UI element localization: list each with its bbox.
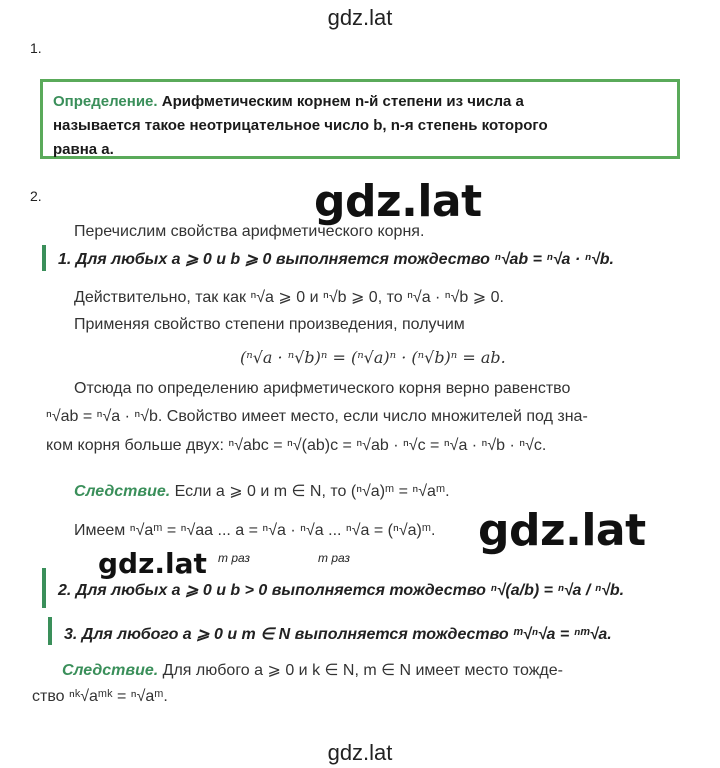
property-bar-3 — [48, 617, 52, 645]
definition-text-1: Арифметическим корнем n-й степени из числа a — [157, 93, 524, 110]
item-number-2: 2. — [30, 188, 42, 204]
corollary-1 — [74, 481, 450, 501]
corollary-1-text: Если a ⩾ 0 и m ∈ N, то (ⁿ√a)ᵐ = ⁿ√aᵐ. — [170, 483, 450, 500]
paragraph-6: Имеем ⁿ√aᵐ = ⁿ√aa ... a = ⁿ√a · ⁿ√a ... ⁿ√a = (ⁿ√a)ᵐ. — [74, 522, 436, 539]
definition-line-3: равна a. — [53, 141, 114, 158]
property-bar-2 — [42, 568, 46, 608]
paragraph-5: ком корня больше двух: ⁿ√abc = ⁿ√(ab)c = ⁿ√ab · ⁿ√c = ⁿ√a · ⁿ√b · ⁿ√c. — [46, 437, 547, 454]
definition-line-1 — [53, 90, 667, 114]
corollary-2-line-2: ство ⁿᵏ√aᵐᵏ = ⁿ√aᵐ. — [32, 688, 168, 705]
m-times-label-1: m раз — [218, 551, 250, 565]
formula-1: (ⁿ√a · ⁿ√b)ⁿ = (ⁿ√a)ⁿ · (ⁿ√b)ⁿ = ab. — [240, 348, 506, 367]
paragraph-3: Отсюда по определению арифметического корня верно равенство — [74, 380, 571, 397]
item-number-1: 1. — [30, 40, 42, 56]
watermark-3: gdz.lat — [98, 547, 207, 580]
paragraph-2: Применяя свойство степени произведения, получим — [74, 316, 465, 333]
property-1: 1. Для любых a ⩾ 0 и b ⩾ 0 выполняется тождество ⁿ√ab = ⁿ√a · ⁿ√b. — [58, 251, 614, 268]
corollary-1-keyword: Следствие. — [74, 483, 171, 500]
corollary-2-text-1: Для любого a ⩾ 0 и k ∈ N, m ∈ N имеет место тожде- — [158, 662, 563, 679]
paragraph-1: Действительно, так как ⁿ√a ⩾ 0 и ⁿ√b ⩾ 0, то ⁿ√a · ⁿ√b ⩾ 0. — [74, 289, 504, 306]
site-header: gdz.lat — [327, 5, 393, 30]
watermark-2: gdz.lat — [478, 505, 646, 556]
m-times-label-2: m раз — [318, 551, 350, 565]
watermark-1: gdz.lat — [314, 176, 482, 227]
property-2: 2. Для любых a ⩾ 0 и b > 0 выполняется тождество ⁿ√(a/b) = ⁿ√a / ⁿ√b. — [58, 582, 625, 599]
property-3: 3. Для любого a ⩾ 0 и m ∈ N выполняется тождество ᵐ√ⁿ√a = ⁿᵐ√a. — [64, 626, 612, 643]
definition-line-2: называется такое неотрицательное число b, n-я степень которого — [53, 117, 548, 134]
property-bar-1 — [42, 245, 46, 271]
intro-line: Перечислим свойства арифметического корня. — [74, 223, 425, 240]
definition-box — [40, 79, 680, 159]
site-footer: gdz.lat — [327, 740, 393, 765]
definition-keyword: Определение. — [53, 93, 158, 110]
corollary-2-line-1 — [62, 660, 563, 680]
corollary-2-keyword: Следствие. — [62, 662, 159, 679]
paragraph-4: ⁿ√ab = ⁿ√a · ⁿ√b. Свойство имеет место, если число множителей под зна- — [46, 408, 588, 425]
